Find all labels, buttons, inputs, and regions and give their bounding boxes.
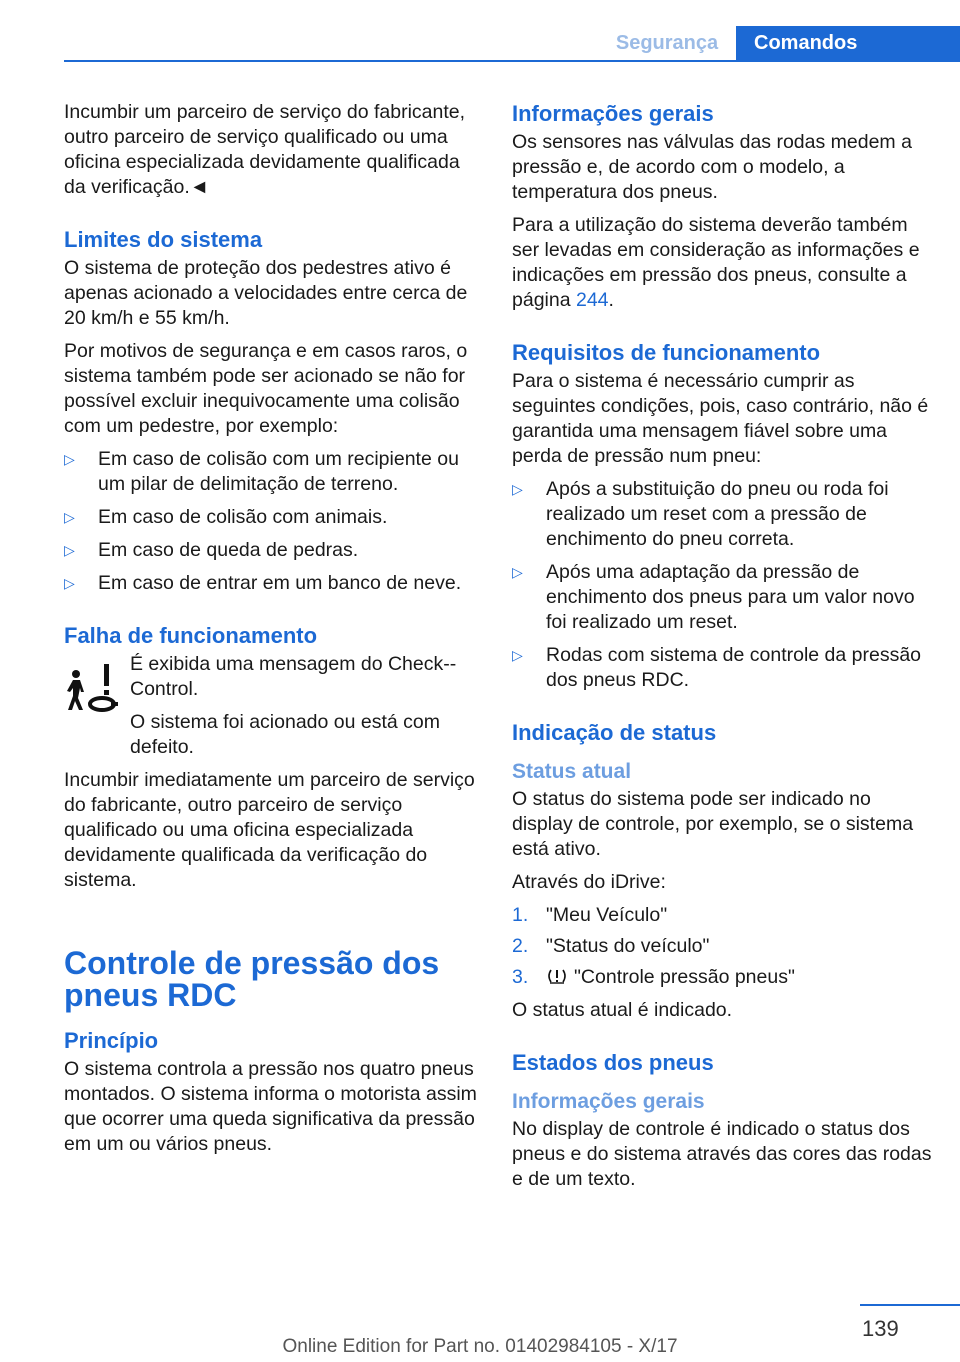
- status-heading: Indicação de status: [512, 720, 717, 745]
- limits-text-2: Por motivos de segurança e em casos raros, o sistema também pode ser acionado se não for possível excluir inequivocamente uma colisão com um pedestre, por exemplo:: [64, 340, 468, 437]
- tire-general-heading: Informações gerais: [512, 1090, 705, 1113]
- bullet-icon: ▷: [512, 564, 523, 580]
- tire-pressure-icon: [546, 967, 568, 985]
- bullet-icon: ▷: [64, 451, 75, 467]
- list-item: ▷ Rodas com sistema de controle da pressão dos pneus RDC.: [512, 644, 922, 691]
- principle-text: O sistema controla a pressão nos quatro pneus montados. O sistema informa o motorista assim que ocorrer uma queda significativa da pressão em um ou vários pneus.: [64, 1058, 477, 1155]
- section-tab[interactable]: Segurança: [615, 32, 719, 54]
- limits-heading: Limites do sistema: [64, 227, 263, 252]
- left-column: [64, 100, 478, 1165]
- requirements-list: [512, 477, 932, 693]
- list-item: 2. "Status do veículo": [512, 935, 710, 957]
- tire-states-heading: Estados dos pneus: [512, 1050, 714, 1075]
- malfunction-text-1: É exibida uma mensagem do Check--Control.: [130, 653, 457, 700]
- idrive-steps: [512, 903, 932, 990]
- list-item: ▷ Em caso de entrar em um banco de neve.: [64, 572, 462, 594]
- rdc-heading: Controle de pressão dos pneus RDC: [64, 945, 440, 1013]
- bullet-icon: ▷: [64, 575, 75, 591]
- limits-text-1: O sistema de proteção dos pedestres ativo é apenas acionado a velocidades entre cerca de 20 km/h e 55 km/h.: [64, 257, 468, 329]
- list-item: ▷ Após uma adaptação da pressão de enchimento dos pneus para um valor novo foi realizado um reset.: [512, 561, 915, 633]
- requirements-heading: Requisitos de funcionamento: [512, 340, 821, 365]
- principle-heading: Princípio: [64, 1028, 159, 1053]
- general-text-1: Os sensores nas válvulas das rodas medem a pressão e, de acordo com o modelo, a temperatura dos pneus.: [512, 131, 912, 203]
- malfunction-heading: Falha de funcionamento: [64, 623, 318, 648]
- chapter-tab[interactable]: Comandos: [736, 26, 960, 62]
- current-status-result: O status atual é indicado.: [512, 999, 733, 1021]
- limits-list: [64, 447, 478, 596]
- list-item: ▷ Em caso de colisão com animais.: [64, 506, 388, 528]
- current-status-text: O status do sistema pode ser indicado no display de controle, por exemplo, se o sistema está ativo.: [512, 788, 914, 860]
- current-status-heading: Status atual: [512, 760, 632, 783]
- right-column: [512, 100, 932, 1200]
- general-heading: Informações gerais: [512, 101, 714, 126]
- bullet-icon: ▷: [512, 481, 523, 497]
- header-rule: [64, 60, 960, 62]
- malfunction-text-2: O sistema foi acionado ou está com defeito.: [130, 711, 440, 758]
- list-item: ▷ Em caso de queda de pedras.: [64, 539, 359, 561]
- requirements-text: Para o sistema é necessário cumprir as seguintes condições, pois, caso contrário, não é garantida uma mensagem fiável sobre uma perda de pressão num pneu:: [512, 370, 929, 467]
- list-item: ▷ Em caso de colisão com um recipiente ou um pilar de delimitação de terreno.: [64, 448, 459, 495]
- pedestrian-warning-icon: [64, 658, 120, 714]
- list-item: 1. "Meu Veículo": [512, 904, 668, 926]
- page-link[interactable]: 244: [575, 289, 609, 311]
- page-number: 139: [862, 1316, 899, 1341]
- bullet-icon: ▷: [512, 647, 523, 663]
- intro-text: Incumbir um parceiro de serviço do fabricante, outro parceiro de serviço qualificado ou uma oficina especializada devidamente qualificada da verificação.◄: [64, 101, 466, 198]
- list-item: 3. "Controle pressão pneus": [512, 966, 795, 988]
- edition-footer: Online Edition for Part no. 01402984105 - X/17: [282, 1336, 678, 1357]
- bullet-icon: ▷: [64, 509, 75, 525]
- footer-rule: [860, 1304, 960, 1306]
- idrive-text: Através do iDrive:: [512, 871, 666, 893]
- malfunction-text-3: Incumbir imediatamente um parceiro de serviço do fabricante, outro parceiro de serviço qualificado ou uma oficina especializada devidamente qualificada da verificação do sistema.: [64, 769, 475, 891]
- tire-general-text: No display de controle é indicado o status dos pneus e do sistema através das cores das rodas e de um texto.: [512, 1118, 932, 1190]
- general-text-2: Para a utilização do sistema deverão também ser levadas em consideração as informações e indicações em pressão dos pneus, consulte a página 244.: [512, 214, 920, 311]
- bullet-icon: ▷: [64, 542, 75, 558]
- malfunction-block: [64, 652, 478, 760]
- list-item: ▷ Após a substituição do pneu ou roda foi realizado um reset com a pressão de enchimento do pneu correta.: [512, 478, 889, 550]
